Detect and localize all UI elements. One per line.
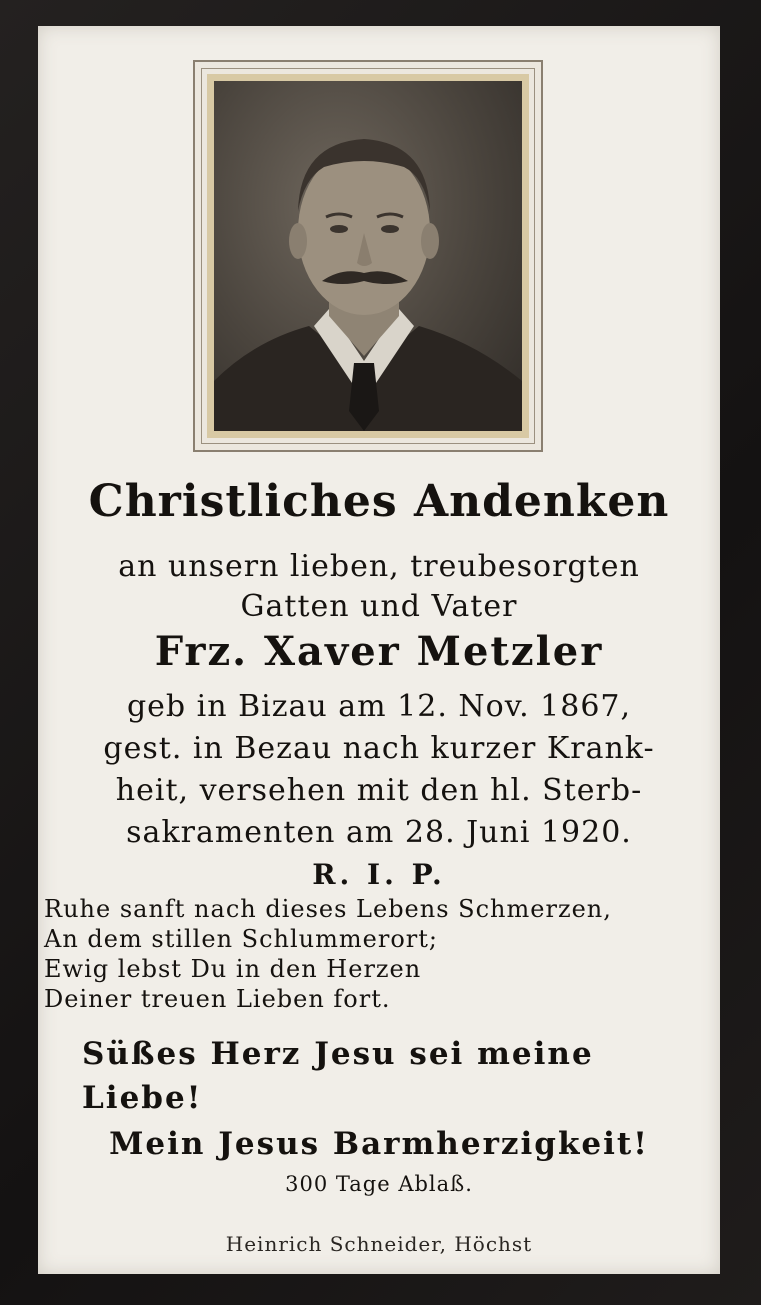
portrait-frame [193, 60, 543, 452]
verse-line: Ruhe sanft nach dieses Lebens Schmerzen, [44, 895, 612, 923]
verse-line: Ewig lebst Du in den Herzen [44, 955, 422, 983]
bio-line-2: gest. in Bezau nach kurzer Krank- [103, 731, 655, 766]
dedication-line-1: an unsern lieben, treubesorgten [118, 549, 640, 584]
sacred-heart-prayer [82, 1032, 682, 1120]
deceased-name: Frz. Xaver Metzler [154, 628, 604, 675]
portrait-photo [214, 81, 522, 431]
bio-line-4: sakramenten am 28. Juni 1920. [126, 815, 632, 850]
verse-block [44, 894, 612, 1014]
rip-text: R. I. P. [312, 858, 446, 891]
dedication-line-2: Gatten und Vater [240, 589, 518, 624]
bio-line-1: geb in Bizau am 12. Nov. 1867, [126, 689, 632, 724]
indulgence-note: 300 Tage Ablaß. [285, 1172, 473, 1196]
prayer-line: Süßes Herz Jesu sei meine [82, 1036, 594, 1072]
mercy-prayer: Mein Jesus Barmherzigkeit! [109, 1126, 649, 1162]
bio-line-3: heit, versehen mit den hl. Sterb- [115, 773, 643, 808]
printer-credit: Heinrich Schneider, Höchst [225, 1232, 533, 1256]
prayer-line: Liebe! [82, 1080, 203, 1116]
verse-line: Deiner treuen Lieben fort. [44, 985, 391, 1013]
card-title: Christliches Andenken [88, 476, 670, 527]
memorial-card [38, 26, 720, 1274]
verse-line: An dem stillen Schlummerort; [44, 925, 438, 953]
portrait-silhouette [214, 81, 522, 431]
